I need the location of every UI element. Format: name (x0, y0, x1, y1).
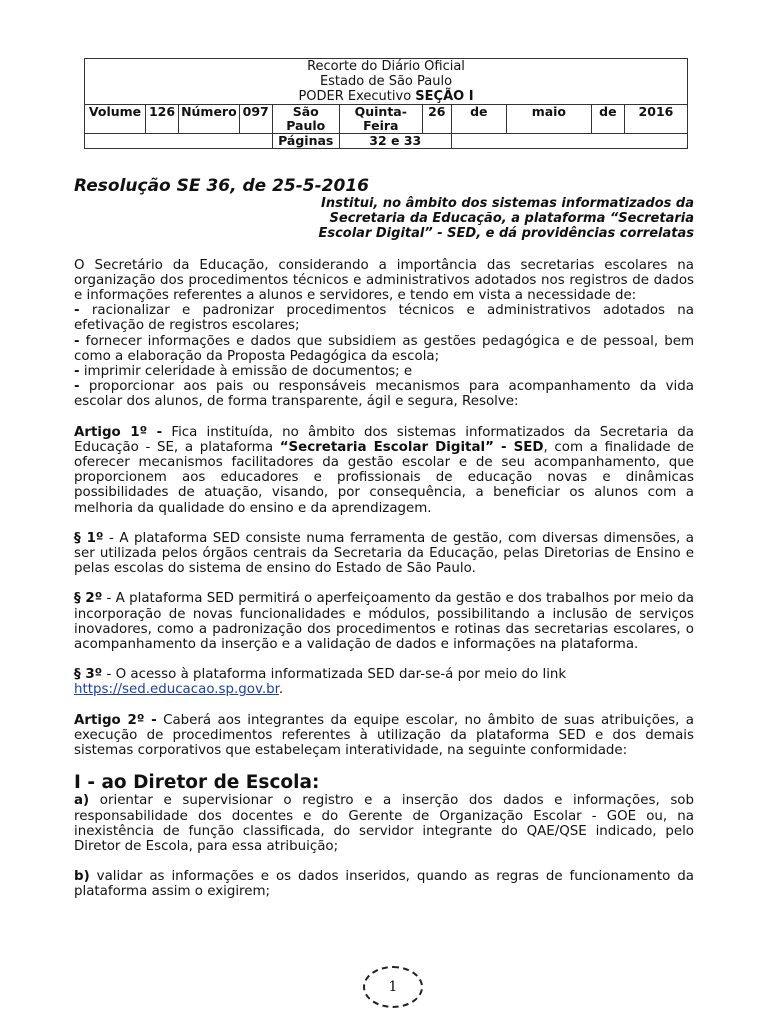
dash: - (74, 303, 80, 319)
item-a (74, 793, 694, 854)
paragraph-3 (74, 667, 694, 697)
paragraph-2 (74, 591, 694, 652)
header-power: PODER Executivo (298, 89, 412, 104)
paragraph-1 (74, 531, 694, 577)
preamble-item-2 (74, 334, 694, 364)
article-1 (74, 425, 694, 516)
dash: - (74, 333, 80, 349)
header-section: SEÇÃO I (415, 89, 474, 104)
item-text: proporcionar aos pais ou responsáveis mecanismos para acompanhamento da vida escolar dos alunos, de forma transparente, ágil e segura, Resolve: (74, 379, 694, 410)
item-text: fornecer informações e dados que subsidiem as gestões pedagógica e de pessoal, bem como a elaboração da Proposta Pedagógica da escola; (74, 333, 694, 364)
volume-value: 126 (146, 105, 179, 134)
paragraph-1-label: § 1º (74, 530, 104, 546)
dash: - (74, 379, 80, 395)
preamble-item-3 (74, 364, 694, 379)
preamble-intro: O Secretário da Educação, considerando a importância das secretarias escolares na organização dos procedimentos técnicos e administrativos adotados nos registros de dados e informações referentes a alunos e servidores, e tendo em vista a necessidade de: (74, 257, 694, 304)
preamble-item-4 (74, 379, 694, 409)
de-1: de (451, 105, 506, 134)
header-title-cell (85, 59, 688, 105)
month: maio (506, 105, 591, 134)
sed-link[interactable]: https://sed.educacao.sp.gov.br (74, 682, 279, 698)
weekday: Quinta-Feira (339, 105, 422, 134)
item-b (74, 869, 694, 899)
numero-value: 097 (239, 105, 272, 134)
resolution-subtitle: Institui, no âmbito dos sistemas informatizados da Secretaria da Educação, a plataforma “Secretaria Escolar Digital” - SED, e dá providências correlatas (318, 196, 694, 242)
pages-value: 32 e 33 (339, 134, 451, 149)
diario-oficial-header-table (84, 58, 688, 149)
resolution-title: Resolução SE 36, de 25-5-2016 (74, 176, 369, 196)
item-b-text: validar as informações e os dados inseridos, quando as regras de funcionamento da plataforma assim o exigirem; (74, 869, 694, 900)
article-2-label: Artigo 2º - (74, 712, 157, 728)
item-text: racionalizar e padronizar procedimentos técnicos e administrativos adotados na efetivação de registros escolares; (74, 303, 694, 334)
paragraph-1-text: - A plataforma SED consiste numa ferramenta de gestão, com diversas dimensões, a ser utilizada pelos órgãos centrais da Secretaria da Educação, pelas Diretorias de Ensino e pelas escolas do sistema de ensino do Estado de São Paulo. (74, 530, 694, 577)
pages-label: Páginas (272, 134, 339, 149)
paragraph-2-text: - A plataforma SED permitirá o aperfeiçoamento da gestão e dos trabalhos por meio da incorporação de novas funcionalidades e módulos, possibilitando a inclusão de serviços inovadores, como a padronização dos procedimentos e rotinas das secretarias escolares, o acompanhamento da inserção e a validação de dados e informações na plataforma. (74, 591, 694, 653)
paragraph-2-label: § 2º (74, 591, 103, 607)
item-a-label: a) (74, 793, 90, 809)
document-body (74, 176, 694, 900)
year: 2016 (624, 105, 687, 134)
header-line-2: Estado de São Paulo (319, 74, 453, 89)
article-2-text: Caberá aos integrantes da equipe escolar, no âmbito de suas atribuições, a execução de procedimentos referentes à utilização da plataforma SED e dos demais sistemas corporativos que estabeleçam interatividade, na seguinte conformidade: (74, 712, 694, 759)
numero-label: Número (179, 105, 240, 134)
platform-name: “Secretaria Escolar Digital” - SED (279, 439, 544, 455)
section-i-heading: I - ao Diretor de Escola: (74, 772, 320, 794)
preamble-item-1 (74, 303, 694, 333)
article-1-text-a: Fica instituída, no âmbito dos sistemas informatizados da Secretaria da Educação - SE, a plataforma (74, 424, 694, 455)
dash: - (74, 364, 80, 380)
header-line-1: Recorte do Diário Oficial (307, 59, 465, 74)
empty-cell-left (85, 134, 273, 149)
article-1-text-b: , com a finalidade de oferecer mecanismos facilitadores da gestão escolar e de seu acompanhamento, que proporcionem aos educadores e profissionais de educação novas e dinâmicas possibilidades de atuação, visando, por consequência, a beneficiar os alunos com a melhoria da qualidade do ensino e da aprendizagem. (74, 439, 695, 516)
day: 26 (422, 105, 451, 134)
item-text: imprimir celeridade à emissão de documentos; e (83, 364, 413, 380)
de-2: de (591, 105, 624, 134)
paragraph-3-label: § 3º (74, 667, 103, 683)
empty-cell-right (451, 134, 687, 149)
item-b-label: b) (74, 869, 90, 885)
article-2 (74, 713, 694, 759)
header-line-3 (87, 89, 685, 104)
period: . (278, 682, 284, 698)
page-number: 1 (363, 966, 423, 1008)
volume-label: Volume (85, 105, 146, 134)
paragraph-3-text: - O acesso à plataforma informatizada SED dar-se-á por meio do link (102, 667, 567, 683)
item-a-text: orientar e supervisionar o registro e a inserção dos dados e informações, sob responsabilidade dos docentes e do Gerente de Organização Escolar - GOE ou, na inexistência de função classificada, do servidor integrante do QAE/QSE indicado, pelo Diretor de Escola, para essa atribuição; (74, 793, 694, 854)
city: São Paulo (272, 105, 339, 134)
article-1-label: Artigo 1º - (74, 424, 163, 440)
